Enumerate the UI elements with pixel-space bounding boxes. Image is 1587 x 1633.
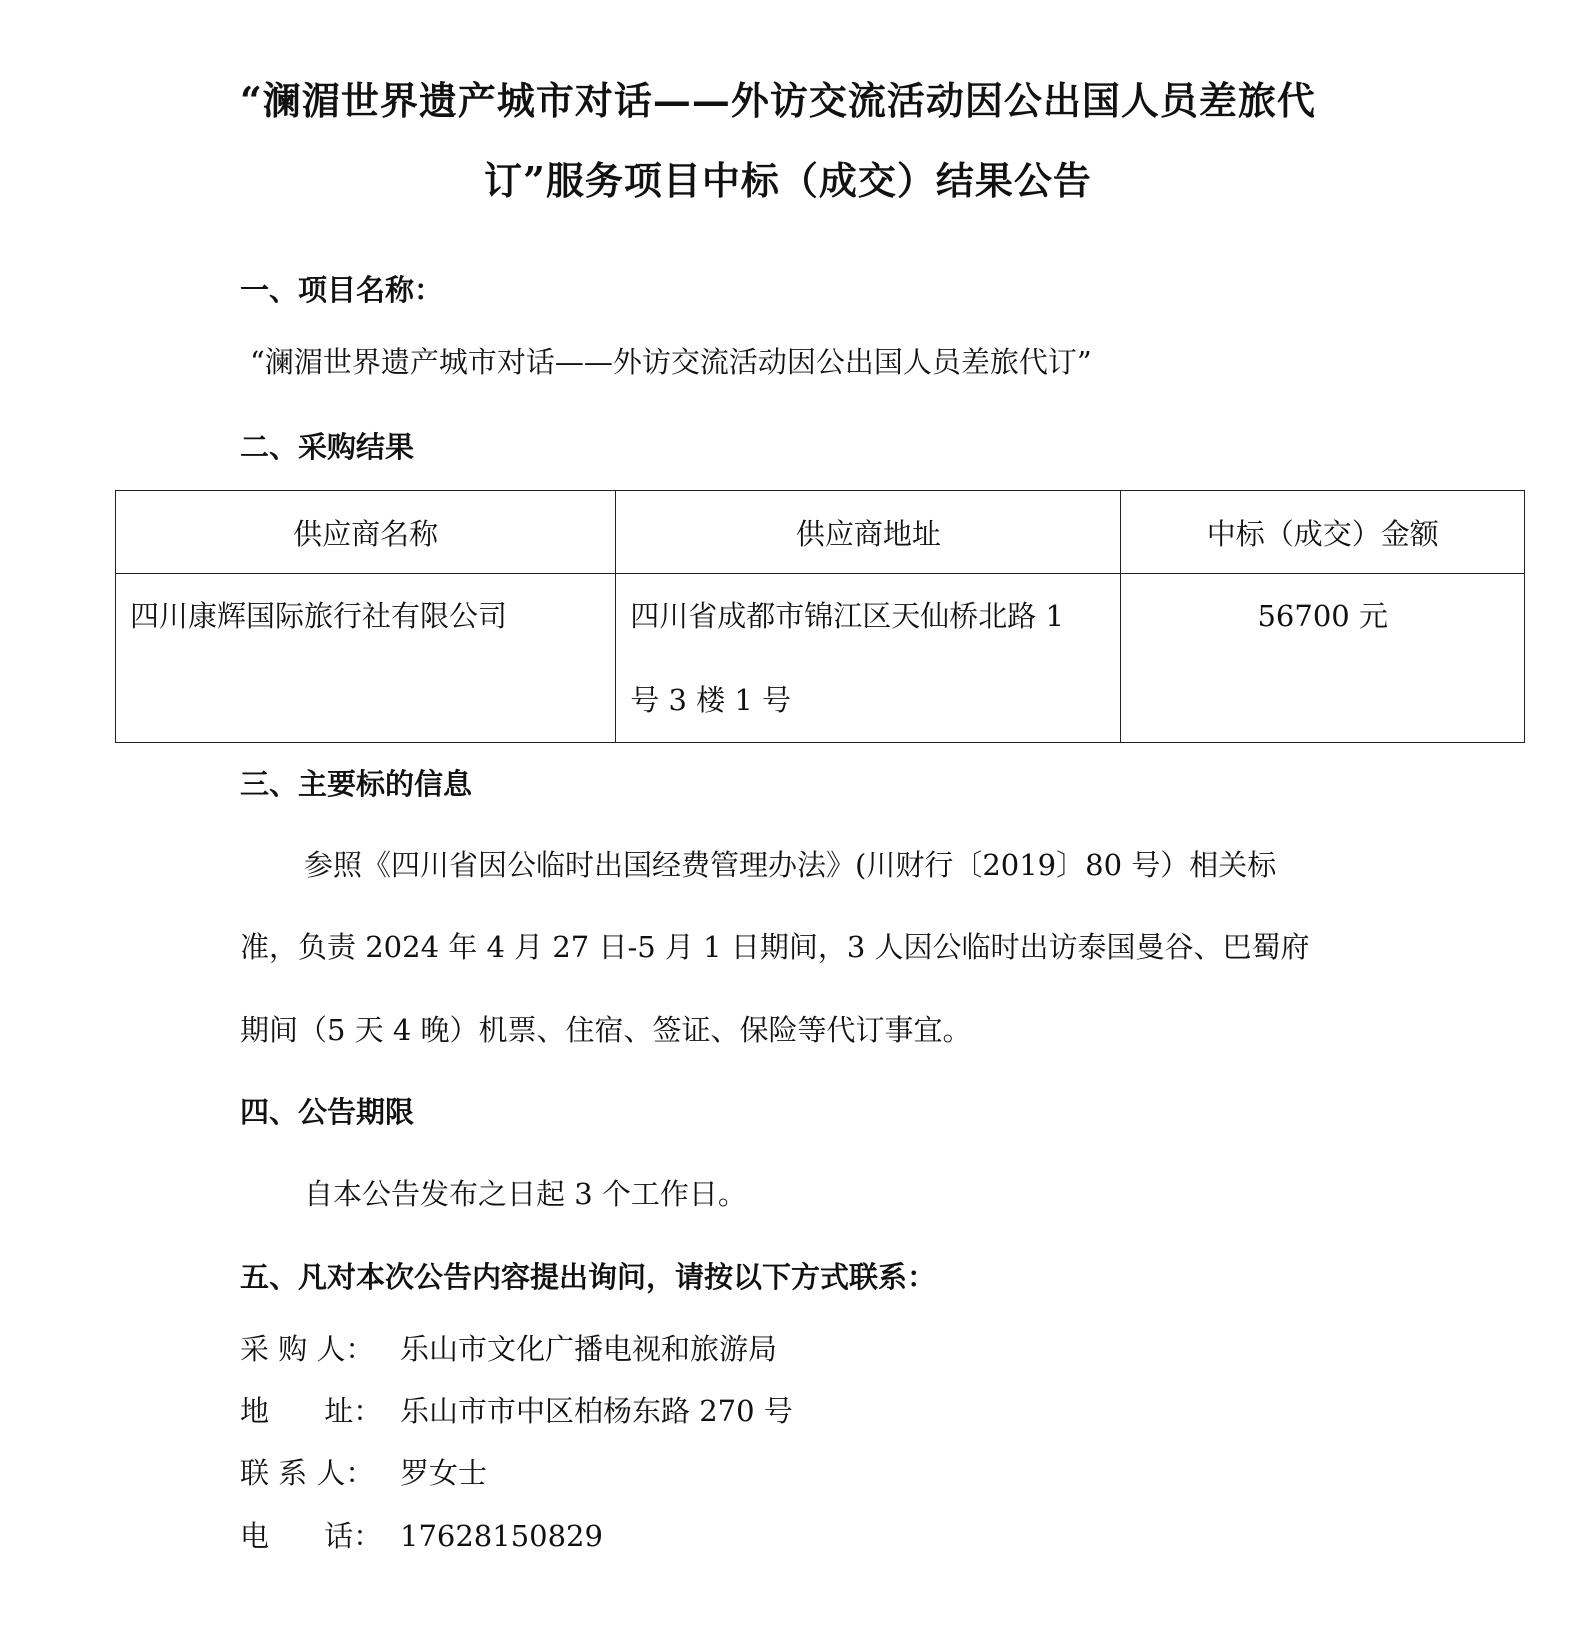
contact-value: 17628150829 (400, 1519, 603, 1553)
table-header-row (116, 491, 1525, 574)
contact-label: 地 址： (240, 1394, 383, 1428)
contact-purchaser (240, 1327, 777, 1368)
header-supplier-name: 供应商名称 (116, 491, 616, 574)
procurement-result-table (115, 490, 1525, 743)
section-3-heading: 三、主要标的信息 (240, 767, 473, 801)
contact-value: 乐山市市中区柏杨东路 270 号 (400, 1394, 793, 1428)
address-line-2: 号 3 楼 1 号 (630, 683, 792, 717)
table-row (116, 574, 1525, 743)
header-bid-amount: 中标（成交）金额 (1121, 491, 1525, 574)
contact-label: 电 话： (240, 1519, 383, 1553)
contact-phone (240, 1514, 603, 1555)
title-line-1: “澜湄世界遗产城市对话——外访交流活动因公出国人员差旅代 (240, 78, 1316, 123)
section-2-heading: 二、采购结果 (240, 430, 415, 464)
address-line-1: 四川省成都市锦江区天仙桥北路 1 (630, 599, 1064, 633)
contact-label: 采 购 人： (240, 1332, 375, 1366)
cell-bid-amount: 56700 元 (1121, 574, 1525, 743)
section-1-heading: 一、项目名称： (240, 273, 444, 307)
subject-info-line-3: 期间（5 天 4 晚）机票、住宿、签证、保险等代订事宜。 (240, 1013, 972, 1047)
contact-person (240, 1451, 487, 1492)
contact-value: 罗女士 (400, 1456, 488, 1490)
cell-supplier-name: 四川康辉国际旅行社有限公司 (116, 574, 616, 743)
header-supplier-address: 供应商地址 (616, 491, 1121, 574)
cell-supplier-address (616, 574, 1121, 743)
contact-address (240, 1389, 793, 1430)
contact-value: 乐山市文化广播电视和旅游局 (400, 1332, 778, 1366)
section-4-heading: 四、公告期限 (240, 1095, 415, 1129)
notice-period-text: 自本公告发布之日起 3 个工作日。 (304, 1177, 747, 1211)
subject-info-line-2: 准，负责 2024 年 4 月 27 日-5 月 1 日期间，3 人因公临时出访泰国曼谷、巴蜀府 (240, 930, 1310, 964)
project-name-text: “澜湄世界遗产城市对话——外访交流活动因公出国人员差旅代订” (250, 345, 1092, 379)
title-line-2: 订”服务项目中标（成交）结果公告 (484, 158, 1092, 203)
section-5-heading: 五、凡对本次公告内容提出询问，请按以下方式联系： (240, 1260, 937, 1294)
subject-info-line-1: 参照《四川省因公临时出国经费管理办法》(川财行〔2019〕80 号）相关标 (304, 848, 1277, 882)
contact-label: 联 系 人： (240, 1456, 375, 1490)
